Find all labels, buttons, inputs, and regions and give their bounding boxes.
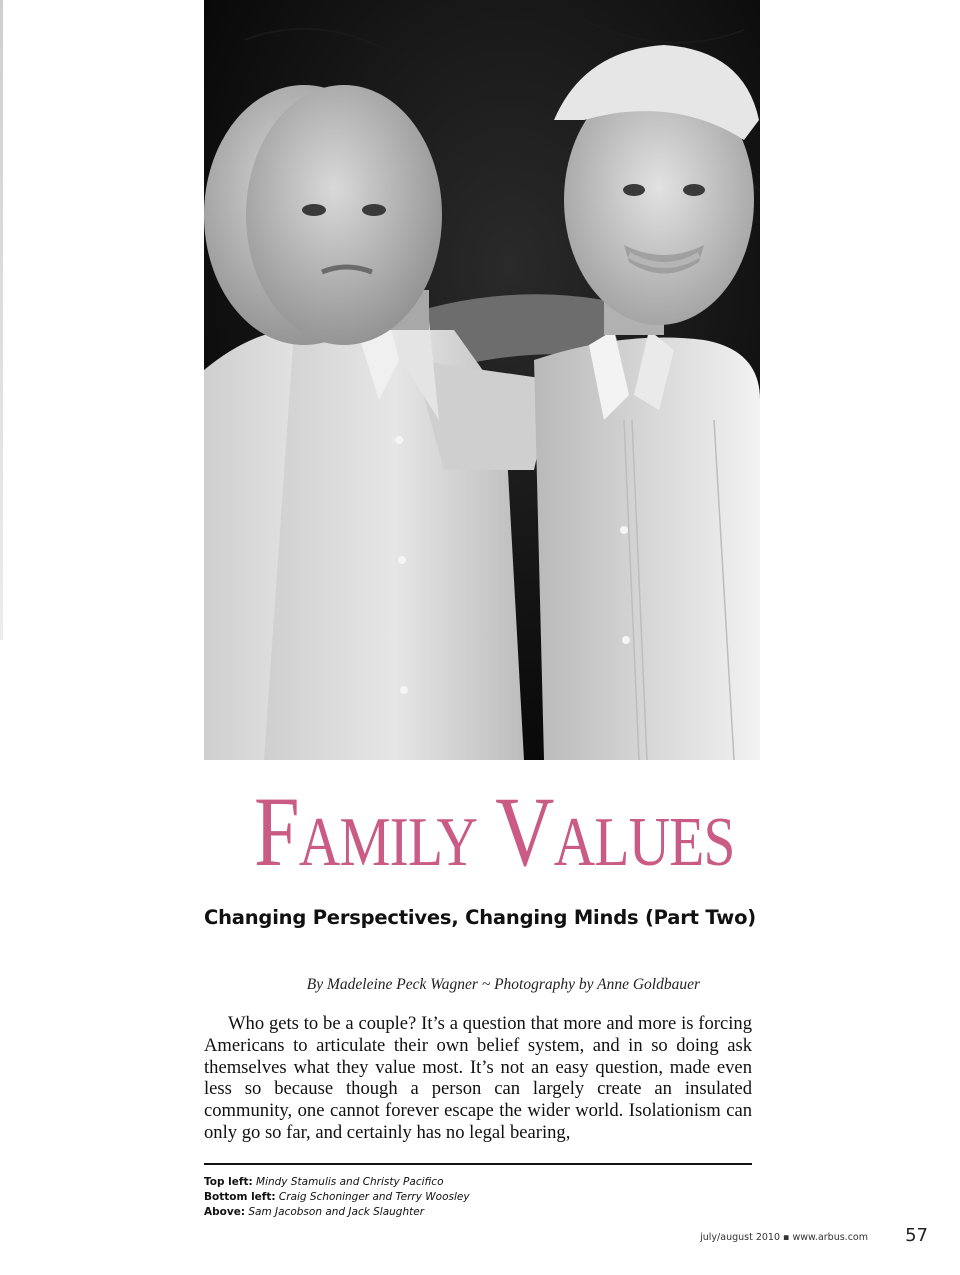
article-title: Family Values — [254, 776, 735, 887]
byline: By Madeleine Peck Wagner ~ Photography by Anne Goldbauer — [306, 976, 700, 993]
caption-label: Bottom left: — [204, 1191, 276, 1203]
article-subtitle: Changing Perspectives, Changing Minds (Part Two) — [204, 906, 757, 929]
caption-top-left — [204, 1175, 752, 1190]
photo-captions — [204, 1175, 752, 1220]
caption-text: Craig Schoninger and Terry Woosley — [278, 1191, 470, 1203]
caption-label: Top left: — [204, 1176, 253, 1188]
caption-divider — [204, 1163, 752, 1165]
portrait-illustration — [204, 0, 760, 760]
page-number: 57 — [905, 1225, 928, 1246]
body-paragraph: Who gets to be a couple? It’s a question that more and more is forcing Americans to articulate their own belief system, and in so doing ask themselves what they value most. It’s not an easy question, made even less so because though a person can largely create an insulated community, one cannot forever escape the wider world. Isolationism can only go so far, and certainly has no legal bearing, — [204, 1013, 752, 1143]
page-edge-line — [0, 0, 3, 640]
issue-info: july/august 2010 ▪ www.arbus.com — [700, 1232, 868, 1243]
caption-text: Mindy Stamulis and Christy Pacifico — [256, 1176, 444, 1188]
caption-above — [204, 1205, 752, 1220]
portrait-photo — [204, 0, 760, 760]
caption-text: Sam Jacobson and Jack Slaughter — [248, 1206, 425, 1218]
caption-label: Above: — [204, 1206, 246, 1218]
article-body — [204, 1013, 752, 1144]
caption-bottom-left — [204, 1190, 752, 1205]
